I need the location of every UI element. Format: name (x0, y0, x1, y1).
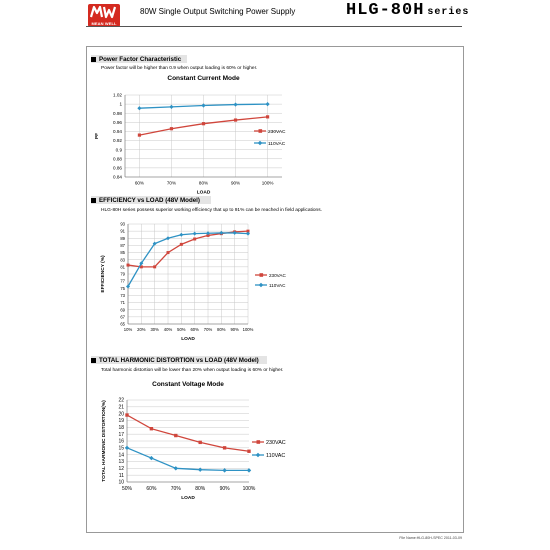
data-point (153, 265, 156, 268)
data-point (265, 102, 269, 106)
data-point (202, 122, 205, 125)
data-point (127, 264, 130, 267)
section-title: TOTAL HARMONIC DISTORTION vs LOAD (48V Model) (99, 356, 259, 364)
legend-marker (257, 440, 261, 444)
y-tick-label: 21 (118, 404, 124, 411)
series-line-230VAC (128, 231, 248, 267)
bullet-square-icon (91, 358, 96, 363)
bullet-square-icon (91, 198, 96, 203)
legend-marker (259, 129, 263, 133)
x-tick-label: 70% (170, 486, 181, 492)
y-tick-label: 18 (118, 424, 124, 431)
section-description: Power factor will be higher than 0.9 when output loading is 60% or higher. (101, 66, 258, 71)
data-point (138, 133, 141, 136)
y-tick-label: 81 (120, 264, 125, 270)
section-heading-efficiency (90, 195, 200, 205)
x-tick-label: 60% (190, 327, 199, 333)
y-tick-label: 15 (118, 445, 124, 452)
data-point (150, 427, 153, 430)
y-tick-label: 1.02 (113, 92, 122, 98)
y-tick-label: 75 (120, 285, 125, 291)
y-tick-label: 77 (120, 278, 125, 284)
y-tick-label: 13 (118, 459, 124, 466)
section-description: Total harmonic distortion will be lower than 20% when output loading is 60% or higher. (101, 368, 284, 373)
data-point (199, 441, 202, 444)
data-point (169, 105, 173, 109)
efficiency-chart (90, 218, 460, 350)
data-point (247, 468, 251, 472)
x-tick-label: 80% (198, 180, 209, 186)
y-tick-label: 73 (120, 293, 125, 299)
y-axis-label: PF (95, 132, 100, 140)
data-point (167, 251, 170, 254)
y-axis-label: TOTAL HARMONIC DISTORTION(%) (102, 400, 107, 482)
x-axis-label: LOAD (181, 337, 195, 343)
x-axis-label: LOAD (181, 496, 195, 501)
y-tick-label: 0.96 (113, 119, 122, 125)
data-point (193, 238, 196, 241)
data-point (179, 233, 183, 237)
legend-marker (260, 273, 264, 277)
data-point (166, 236, 170, 240)
section-title: EFFICIENCY vs LOAD (48V Model) (99, 196, 200, 204)
data-point (233, 102, 237, 106)
data-point (234, 118, 237, 121)
x-tick-label: 50% (121, 486, 133, 492)
x-tick-label: 50% (177, 327, 186, 333)
data-point (174, 466, 178, 470)
y-tick-label: 19 (118, 418, 124, 425)
data-point (137, 106, 141, 110)
data-point (125, 446, 129, 450)
series-line-110VAC (127, 448, 249, 471)
y-tick-label: 20 (118, 411, 124, 418)
y-tick-label: 17 (118, 431, 124, 438)
y-tick-label: 69 (120, 307, 125, 313)
y-tick-label: 83 (120, 257, 125, 263)
x-tick-label: 90% (230, 180, 241, 186)
x-tick-label: 10% (123, 327, 133, 333)
data-point (170, 127, 173, 130)
y-tick-label: 79 (120, 271, 125, 277)
document-title: 80W Single Output Switching Power Supply (140, 7, 296, 16)
x-tick-label: 80% (195, 486, 206, 492)
bullet-square-icon (91, 57, 96, 62)
y-tick-label: 0.94 (113, 129, 122, 135)
data-point (180, 243, 183, 246)
x-tick-label: 30% (150, 327, 159, 333)
data-point (174, 434, 177, 437)
y-tick-label: 85 (120, 250, 125, 256)
y-tick-label: 0.9 (115, 147, 122, 153)
data-point (222, 468, 226, 472)
mw-logo-icon (88, 4, 120, 20)
x-tick-label: 70% (166, 180, 177, 186)
section-heading-thd (90, 355, 259, 365)
y-tick-label: 1 (119, 101, 122, 107)
legend-label: 110VAC (269, 282, 286, 288)
data-point (149, 456, 153, 460)
y-axis-label: EFFICIENCY (%) (101, 255, 106, 293)
y-tick-label: 87 (120, 243, 125, 249)
x-axis-label: LOAD (196, 190, 211, 196)
legend-marker (256, 453, 261, 458)
legend-label: 230VAC (268, 129, 286, 135)
y-tick-label: 0.98 (113, 110, 122, 116)
x-tick-label: 100% (242, 327, 254, 333)
legend-label: 110VAC (266, 452, 286, 459)
chart-title: Constant Current Mode (167, 75, 240, 82)
series-word: series (427, 7, 470, 18)
y-tick-label: 93 (120, 221, 125, 227)
y-tick-label: 10 (118, 479, 124, 486)
y-tick-label: 14 (118, 452, 124, 459)
y-tick-label: 89 (120, 235, 125, 241)
section-title: Power Factor Characteristic (99, 55, 182, 63)
y-tick-label: 22 (118, 397, 124, 404)
y-tick-label: 67 (120, 314, 125, 320)
legend-label: 230VAC (266, 439, 286, 446)
y-tick-label: 12 (118, 465, 124, 472)
x-tick-label: 60% (146, 486, 157, 492)
y-tick-label: 0.84 (113, 174, 122, 180)
y-tick-label: 71 (120, 300, 125, 306)
x-tick-label: 70% (203, 327, 213, 333)
y-tick-label: 65 (120, 321, 125, 327)
brand-logo (88, 4, 120, 27)
section-heading-pf (90, 54, 181, 64)
series-heading (346, 1, 469, 20)
legend-label: 110VAC (268, 141, 286, 147)
x-tick-label: 90% (230, 327, 239, 333)
legend-marker (259, 283, 264, 288)
y-tick-label: 0.86 (113, 165, 122, 171)
data-point (193, 232, 197, 236)
header-divider (86, 26, 462, 27)
x-tick-label: 60% (134, 180, 145, 186)
thd-chart (90, 376, 460, 512)
chart-title: Constant Voltage Mode (152, 381, 224, 388)
section-description: HLG-80H series possess superior working efficiency that up to 91% can be reached in field applications. (101, 208, 322, 213)
power-factor-chart (90, 72, 460, 196)
x-tick-label: 100% (242, 486, 256, 492)
footer-filename: File Name:HLG-80H-SPEC 2011-03-09 (399, 536, 462, 540)
data-point (247, 450, 250, 453)
logo-text: MEAN WELL (91, 21, 117, 26)
legend-marker (258, 141, 263, 146)
data-point (125, 413, 128, 416)
x-tick-label: 100% (261, 180, 274, 186)
x-tick-label: 20% (137, 327, 146, 333)
data-point (266, 115, 269, 118)
y-tick-label: 11 (118, 472, 124, 479)
y-tick-label: 0.88 (113, 156, 122, 162)
y-tick-label: 16 (118, 438, 124, 445)
y-tick-label: 0.92 (113, 138, 122, 144)
y-tick-label: 91 (120, 228, 125, 234)
x-tick-label: 80% (217, 327, 226, 333)
x-tick-label: 40% (163, 327, 173, 333)
x-tick-label: 90% (219, 486, 230, 492)
model-name: HLG-80H (346, 1, 425, 20)
legend-label: 230VAC (269, 272, 286, 278)
data-point (223, 446, 226, 449)
